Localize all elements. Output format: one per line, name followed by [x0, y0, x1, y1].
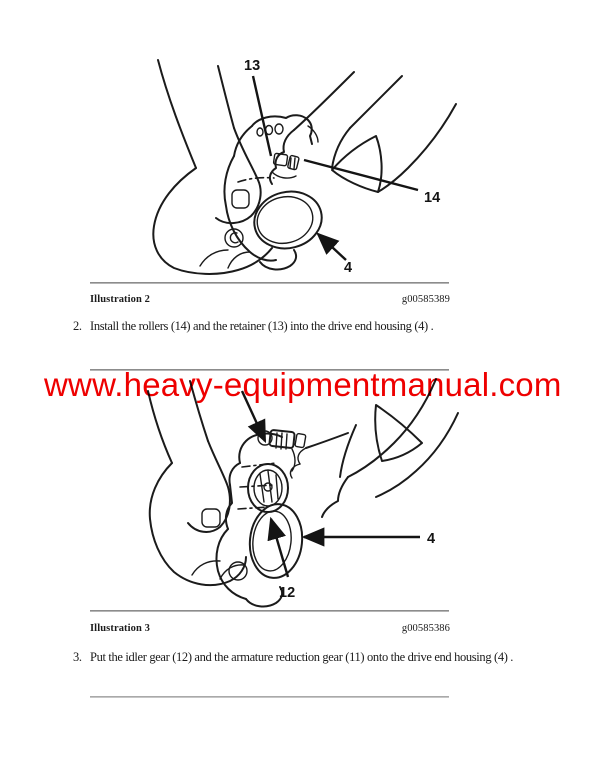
left-hand-drawing: [153, 60, 272, 274]
step2-number: 2.: [73, 319, 82, 333]
callout-12-label: 12: [279, 585, 296, 601]
figure2-caption: Illustration 3: [90, 623, 151, 634]
callout-14-label: 14: [424, 190, 441, 206]
hands-holding-housing-drawing-2: [140, 375, 460, 610]
callout-arrow-12: [271, 519, 288, 577]
separator-rule-4: [90, 696, 449, 698]
callout-13-label: 13: [244, 58, 261, 74]
figure2-reference-code: g00585386: [401, 623, 450, 634]
callout-4b-label: 4: [427, 531, 436, 547]
figure1-reference-code: g00585389: [401, 294, 450, 305]
figure1-caption: Illustration 2: [90, 294, 151, 305]
figure1-callouts: [244, 58, 440, 276]
hands-holding-housing-drawing-1: [140, 30, 460, 278]
figure1-caption-row: [90, 294, 450, 305]
callout-arrow-4: [318, 234, 346, 260]
left-hand-drawing-2: [148, 381, 246, 585]
step3-number: 3.: [73, 650, 82, 664]
instruction-step-2: [73, 319, 553, 334]
drive-end-housing-drawing: [224, 115, 327, 269]
step2-text: Install the rollers (14) and the retainer (13) into the drive end housing (4) .: [90, 319, 434, 333]
watermark-url: www.heavy-equipmentmanual.com: [44, 366, 562, 403]
figure-install-idler-gear: [140, 375, 460, 615]
figure-install-rollers-retainer: [140, 30, 460, 283]
step3-text: Put the idler gear (12) and the armature reduction gear (11) onto the drive end housing (4) .: [90, 650, 514, 664]
callout-4-label: 4: [344, 260, 353, 276]
right-hand-drawing: [270, 72, 456, 192]
figure2-caption-row: [90, 623, 450, 634]
instruction-step-3: [73, 650, 553, 665]
